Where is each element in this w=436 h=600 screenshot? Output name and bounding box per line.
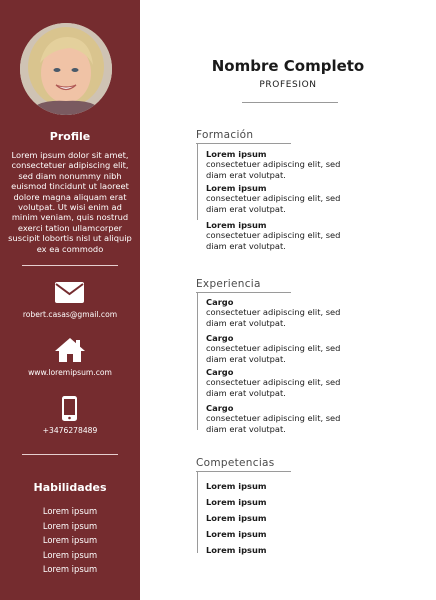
entry-title: Cargo bbox=[206, 333, 234, 343]
divider bbox=[22, 265, 118, 266]
house-icon bbox=[55, 337, 85, 367]
skill-item: Lorem ipsum bbox=[42, 564, 98, 575]
profile-heading: Profile bbox=[49, 130, 91, 143]
competencia-item: Lorem ipsum bbox=[206, 497, 267, 507]
envelope-icon bbox=[55, 282, 84, 307]
entry-title: Lorem ipsum bbox=[206, 183, 267, 193]
experiencia-entry bbox=[206, 367, 356, 398]
section-rule-vertical bbox=[197, 471, 198, 553]
section-rule bbox=[196, 143, 291, 144]
formacion-entry bbox=[206, 183, 356, 214]
entry-description: consectetuer adipiscing elit, sed diam erat volutpat. bbox=[206, 343, 341, 364]
header-divider bbox=[242, 102, 338, 103]
competencia-item: Lorem ipsum bbox=[206, 545, 267, 555]
skills-list bbox=[0, 504, 140, 577]
avatar bbox=[20, 23, 112, 115]
section-title-formacion: Formación bbox=[196, 129, 254, 141]
experiencia-entry bbox=[206, 297, 356, 328]
section-rule-vertical bbox=[197, 143, 198, 220]
section-title-competencias: Competencias bbox=[196, 457, 275, 469]
competencia-item: Lorem ipsum bbox=[206, 481, 267, 491]
entry-description: consectetuer adipiscing elit, sed diam erat volutpat. bbox=[206, 307, 341, 328]
entry-description: consectetuer adipiscing elit, sed diam erat volutpat. bbox=[206, 377, 341, 398]
skill-item: Lorem ipsum bbox=[42, 520, 98, 531]
skill-item: Lorem ipsum bbox=[42, 506, 98, 516]
profile-photo bbox=[20, 23, 112, 115]
formacion-entry bbox=[206, 149, 356, 180]
full-name: Nombre Completo bbox=[211, 57, 365, 75]
formacion-entry bbox=[206, 220, 356, 251]
email-text: robert.casas@gmail.com bbox=[22, 310, 118, 319]
entry-title: Lorem ipsum bbox=[206, 149, 267, 159]
competencias-list bbox=[206, 478, 267, 558]
phone-text: +3476278489 bbox=[42, 426, 98, 435]
competencia-item: Lorem ipsum bbox=[206, 529, 267, 539]
skills-heading: Habilidades bbox=[33, 481, 107, 494]
skill-item: Lorem ipsum bbox=[42, 549, 98, 560]
entry-description: consectetuer adipiscing elit, sed diam erat volutpat. bbox=[206, 193, 341, 214]
profession: PROFESION bbox=[259, 80, 317, 90]
profile-text: Lorem ipsum dolor sit amet, consectetuer adipiscing elit, sed diam nonummy nibh euismod tincidunt ut laoreet dolore magna aliquam erat volutpat. Ut wisi enim ad minim veniam, quis nostrud exerci tation ullamcorper suscipit lobortis nisl ut aliquip ex ea commodo bbox=[8, 150, 132, 254]
entry-title: Lorem ipsum bbox=[206, 220, 267, 230]
entry-description: consectetuer adipiscing elit, sed diam erat volutpat. bbox=[206, 413, 341, 434]
skill-item: Lorem ipsum bbox=[42, 535, 98, 546]
section-rule bbox=[196, 471, 291, 472]
entry-description: consectetuer adipiscing elit, sed diam erat volutpat. bbox=[206, 159, 341, 180]
entry-title: Cargo bbox=[206, 367, 234, 377]
entry-title: Cargo bbox=[206, 297, 234, 307]
experiencia-entry bbox=[206, 403, 356, 434]
divider bbox=[22, 454, 118, 455]
experiencia-entry bbox=[206, 333, 356, 364]
section-title-experiencia: Experiencia bbox=[196, 278, 261, 290]
entry-description: consectetuer adipiscing elit, sed diam erat volutpat. bbox=[206, 230, 341, 251]
competencia-item: Lorem ipsum bbox=[206, 513, 267, 523]
website-text: www.loremipsum.com bbox=[28, 368, 112, 377]
section-rule bbox=[196, 292, 291, 293]
section-rule-vertical bbox=[197, 292, 198, 430]
sidebar bbox=[0, 0, 140, 600]
entry-title: Cargo bbox=[206, 403, 234, 413]
mobile-phone-icon bbox=[62, 396, 77, 425]
